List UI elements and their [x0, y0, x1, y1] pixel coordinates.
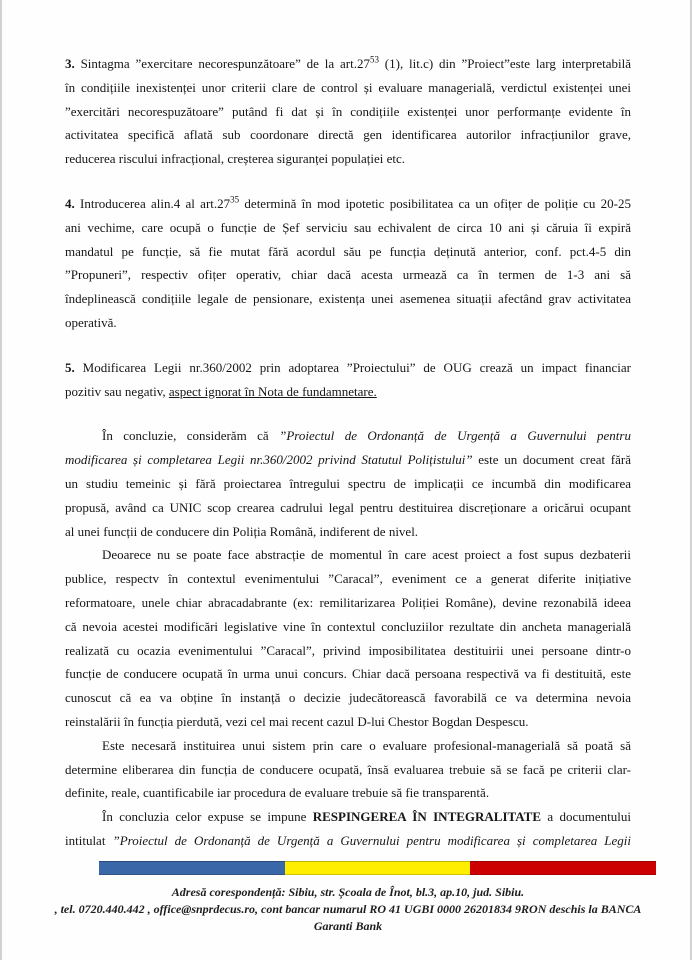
footer-contact-line: , tel. 0720.440.442 , office@snprdecus.ro, cont bancar numarul RO 41 UGBI 0000 26201834 9RON deschis la BANCA — [54, 902, 642, 916]
text-run: modificarea și completarea Legii nr.360/2002 privind Statutul Polițistului” — [65, 452, 473, 468]
text-run: Este necesară instituirea unui sistem prin care o evaluare profesional-managerială să poată să — [102, 737, 631, 753]
paragraph-line — [65, 380, 631, 404]
footer-address-line: Adresă corespondență: Sibiu, str. Școala de Înot, bl.3, ap.10, jud. Sibiu. — [171, 885, 525, 899]
paragraph-line — [65, 52, 631, 76]
paragraph-3 — [65, 52, 631, 171]
paragraph-line — [65, 192, 631, 216]
paragraph-line — [65, 520, 631, 544]
page-footer — [2, 861, 692, 935]
text-run: propusă, având ca UNIC scop crearea cadrului legal pentru destituirea discreționare a oricărui ocupant — [65, 499, 631, 515]
footer-address-block — [2, 884, 692, 935]
paragraph-line — [65, 686, 631, 710]
document-body — [65, 52, 631, 853]
flag-yellow-segment — [285, 861, 471, 875]
paragraph-line — [65, 615, 631, 639]
text-run: 3. — [65, 56, 75, 71]
text-run: aspect ignorat în Nota de fundamnetare. — [168, 383, 377, 399]
paragraph-line — [65, 356, 631, 380]
text-run: a documentului — [541, 809, 631, 825]
romanian-flag-divider — [99, 861, 656, 875]
paragraph-line — [65, 805, 631, 829]
text-run: 4. — [65, 195, 75, 211]
text-run: este un document creat fără — [472, 452, 631, 468]
text-run: în condițiile inexistenței unor criterii clare de control și evaluare managerială, verdictul existenței unei — [65, 79, 631, 95]
paragraph-line — [65, 567, 631, 591]
text-run: (1), lit.c) din ”Proiect”este larg interpretabilă — [378, 56, 631, 71]
text-run: determine eliberarea din funcția de conducere ocupată, însă evaluarea trebuie să se facă pe criterii clar- — [65, 761, 631, 777]
paragraph-line — [65, 639, 631, 663]
text-run: activitatea specifică aflată sub coordonare directă gen identificarea autorilor infracțiunilor grave, — [65, 127, 631, 143]
paragraph-line — [65, 448, 631, 472]
text-run: că nevoia acestei modificări legislative vine în contextul concluziilor rezultate din ancheta managerială — [65, 618, 631, 634]
text-run: un studiu temeinic și fără proiectarea întregului spectru de implicații ce incumbă din modificarea — [65, 475, 631, 491]
text-run: Sintagma ”exercitare necorespunzătoare” de la art.27 — [74, 56, 370, 71]
text-run: ”Propuneri”, respectiv ofițer operativ, chiar dacă acesta urmează ca în termen de 1-3 ani să — [65, 267, 631, 283]
text-run: determină în mod ipotetic posibilitatea ca un ofițer de poliție cu 20-25 — [239, 195, 631, 211]
text-run: reformatoare, unele chiar abracadabrante (ex: remilitarizarea Poliției Române), devine rezonabilă ideea — [65, 594, 631, 610]
text-run: intitulat — [65, 832, 113, 848]
flag-blue-segment — [99, 861, 285, 875]
paragraph-line — [65, 734, 631, 758]
paragraph-line — [65, 591, 631, 615]
paragraph-line — [65, 76, 631, 100]
text-run: Modificarea Legii nr.360/2002 prin adoptarea ”Proiectului” de OUG crează un impact financiar — [74, 359, 631, 375]
conclusion-paragraph-3 — [65, 734, 631, 805]
text-run: definite, reale, cuantificabile iar procedura de evaluare trebuie să fie transparentă. — [65, 785, 490, 801]
text-run: pozitiv sau negativ, — [65, 383, 169, 399]
paragraph-line — [65, 311, 631, 335]
paragraph-line — [65, 472, 631, 496]
text-run: reducerea riscului infracțional, creșterea siguranței populației etc. — [65, 151, 405, 167]
paragraph-line — [65, 662, 631, 686]
text-run: realizată cu ocazia evenimentului ”Caracal”, privind imposibilitatea destituirii unei persoane dintr-o — [65, 642, 631, 658]
paragraph-line — [65, 710, 631, 734]
text-run: îndeplinească condițiile legale de pensionare, existența unei asemenea situații afectând grav activitatea — [65, 291, 631, 307]
text-run: În concluzie, considerăm că — [102, 428, 280, 444]
paragraph-line — [65, 147, 631, 171]
conclusion-paragraph-1 — [65, 424, 631, 543]
conclusion-paragraph-2 — [65, 543, 631, 733]
paragraph-line — [65, 263, 631, 287]
text-run: Deoarece nu se poate face abstracție de momentul în care acest proiect a fost supus dezbaterii — [102, 547, 631, 563]
text-run: RESPINGEREA ÎN INTEGRALITATE — [312, 809, 541, 825]
paragraph-line — [65, 240, 631, 264]
text-run: al unei funcții de conducere din Poliția Română, indiferent de nivel. — [65, 523, 419, 539]
text-run: cunoscut că ea va obține în instanță o decizie judecătorească favorabilă ce va determina nevoia — [65, 690, 631, 706]
paragraph-4 — [65, 192, 631, 335]
paragraph-5 — [65, 356, 631, 404]
text-run: mandatul pe funcție, să fie mutat fără acordul său pe funcția deținută anterior, conf. pct.4-5 din — [65, 243, 631, 259]
paragraph-line — [65, 424, 631, 448]
text-run: 5. — [65, 359, 75, 375]
paragraph-line — [65, 287, 631, 311]
flag-red-segment — [470, 861, 656, 875]
text-run: În concluzia celor expuse se impune — [102, 809, 313, 825]
text-run: ”Proiectul de Ordonanță de Urgență a Guvernului pentru — [279, 428, 631, 444]
text-run: Introducerea alin.4 al art.27 — [74, 195, 231, 211]
text-run: publice, respectv în contextul evenimentului ”Caracal”, eveniment ce a generat diferite inițiative — [65, 571, 631, 587]
text-run: 35 — [230, 194, 240, 205]
paragraph-line — [65, 543, 631, 567]
conclusion-paragraph-4 — [65, 805, 631, 853]
paragraph-line — [65, 216, 631, 240]
text-run: reinstalării în funcția pierdută, vezi cel mai recent cazul D-lui Chestor Bogdan Despescu. — [65, 713, 529, 729]
paragraph-line — [65, 496, 631, 520]
paragraph-line — [65, 100, 631, 124]
text-run: ”exercitări necorespuzătoare” putând fi dat și în condițiile existenței unor performanțe evidente în — [65, 103, 631, 119]
paragraph-line — [65, 781, 631, 805]
footer-bank-line: Garanti Bank — [313, 919, 383, 933]
text-run: 53 — [369, 54, 379, 65]
paragraph-line — [65, 758, 631, 782]
paragraph-line — [65, 123, 631, 147]
text-run: funcție de conducere ocupată în urma unui concurs. Chiar dacă persoana respectivă va fi destituită, este — [65, 666, 631, 682]
text-run: ”Proiectul de Ordonanță de Urgență a Guvernului pentru modificarea și completarea Legii — [112, 832, 631, 848]
paragraph-line — [65, 829, 631, 853]
text-run: ani vechime, care ocupă o funcție de Șef serviciu sau echivalent de circa 10 ani și căruia îi expiră — [65, 219, 631, 235]
text-run: operativă. — [65, 314, 117, 330]
